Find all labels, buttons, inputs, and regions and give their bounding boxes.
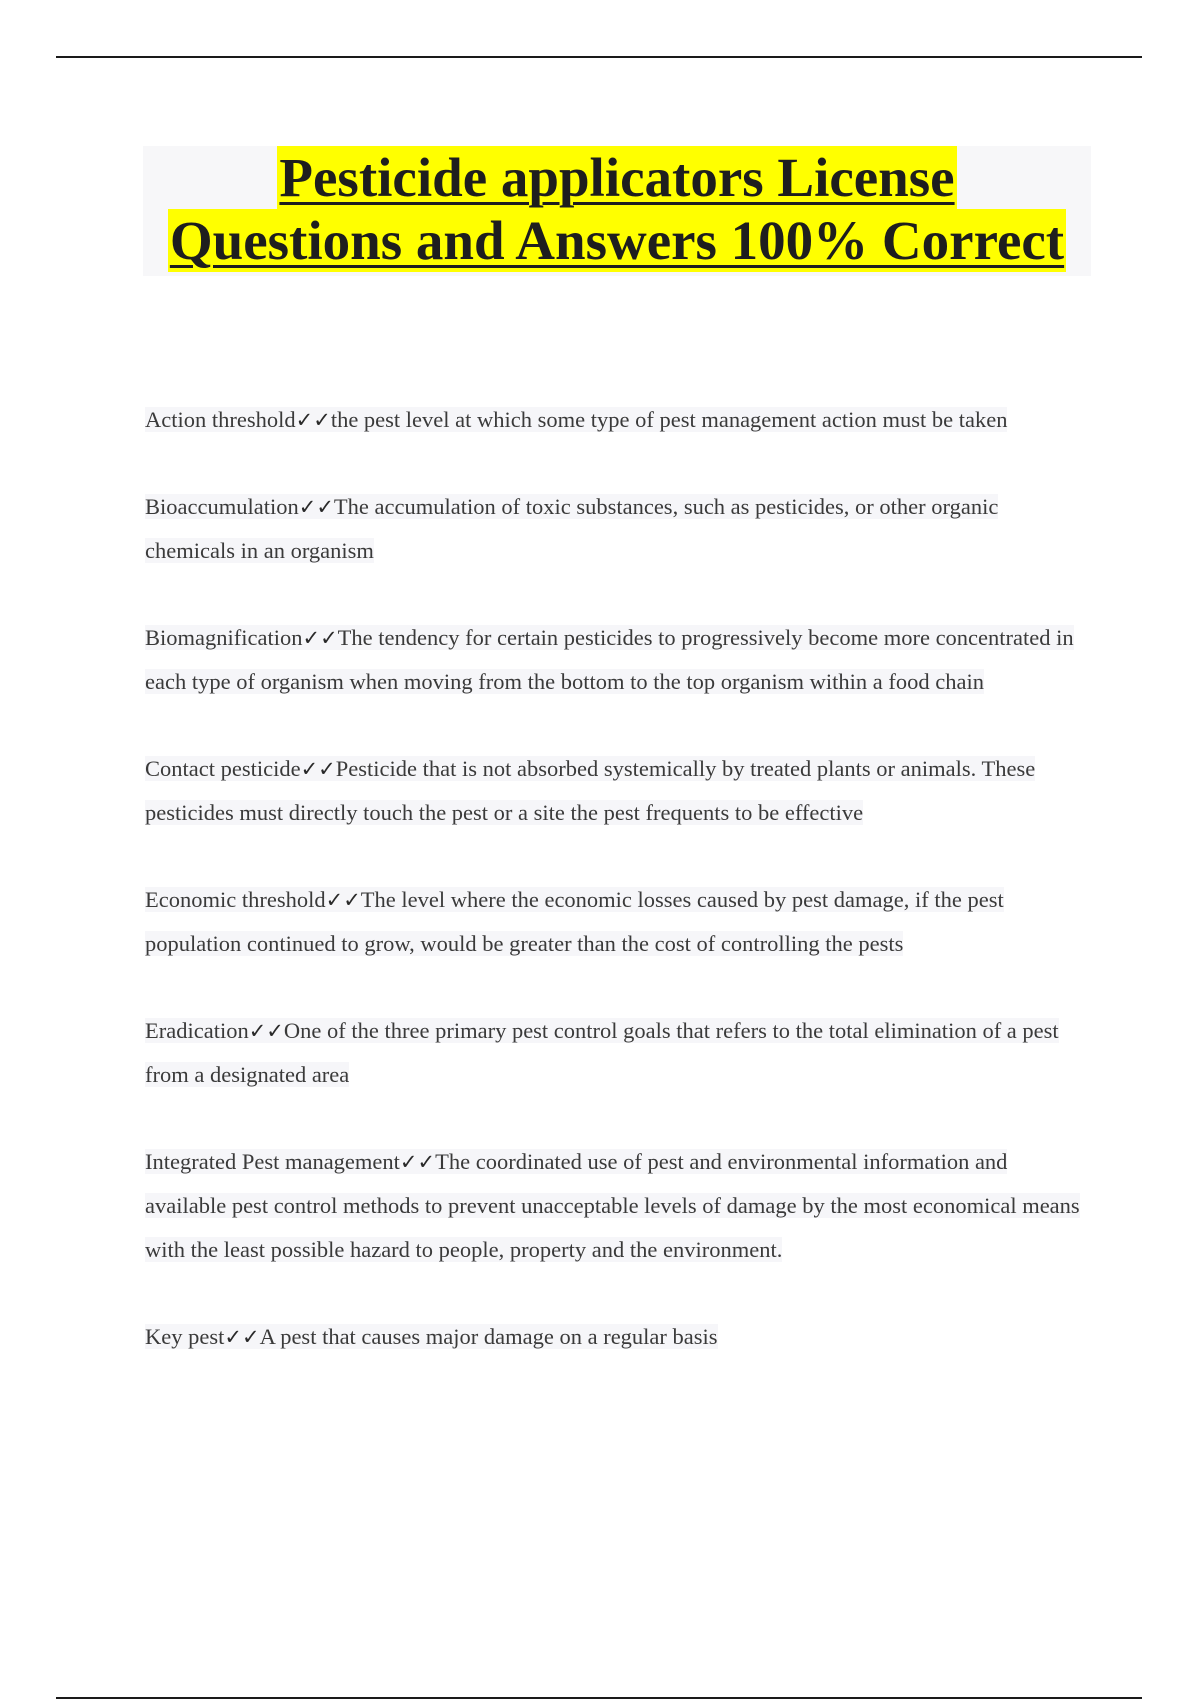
entry-definition: The level where the economic losses caused by pest damage, if the pest population continued to grow, would be greater than the cost of controlling the pests (145, 887, 1004, 956)
list-item (145, 1140, 1085, 1272)
list-item (145, 747, 1085, 835)
entry-term: Integrated Pest management (145, 1149, 400, 1174)
entry-definition: One of the three primary pest control goals that refers to the total elimination of a pest from a designated area (145, 1018, 1059, 1087)
entry-term: Biomagnification (145, 625, 303, 650)
list-item (145, 1009, 1085, 1097)
entry-definition: A pest that causes major damage on a regular basis (259, 1324, 718, 1349)
title-line-1: Pesticide applicators License (279, 147, 955, 208)
entry-term: Key pest (145, 1324, 225, 1349)
definition-list (145, 398, 1085, 1402)
checkmark-icon: ✓✓ (325, 888, 361, 912)
top-rule (56, 56, 1142, 58)
list-item (145, 1315, 1085, 1359)
checkmark-icon: ✓✓ (224, 1325, 260, 1349)
entry-term: Contact pesticide (145, 756, 301, 781)
entry-definition: The accumulation of toxic substances, such as pesticides, or other organic chemicals in an organism (145, 494, 999, 563)
title-line-2: Questions and Answers 100% Correct (169, 210, 1065, 271)
entry-definition: the pest level at which some type of pest management action must be taken (330, 407, 1008, 432)
bottom-rule (56, 1697, 1142, 1699)
entry-definition: The tendency for certain pesticides to progressively become more concentrated in each type of organism when moving from the bottom to the top organism within a food chain (145, 625, 1074, 694)
entry-definition: Pesticide that is not absorbed systemically by treated plants or animals. These pesticides must directly touch the pest or a site the pest frequents to be effective (145, 756, 1036, 825)
checkmark-icon: ✓✓ (399, 1150, 436, 1174)
entry-term: Economic threshold (145, 887, 326, 912)
list-item (145, 398, 1085, 442)
list-item (145, 616, 1085, 704)
entry-term: Bioaccumulation (145, 494, 299, 519)
entry-term: Eradication (145, 1018, 249, 1043)
entry-definition: The coordinated use of pest and environmental information and available pest control methods to prevent unacceptable levels of damage by the most economical means with the least possible hazard to people, property and the environment. (145, 1149, 1080, 1262)
document-title (143, 146, 1091, 276)
checkmark-icon: ✓✓ (300, 757, 336, 781)
list-item (145, 878, 1085, 966)
checkmark-icon: ✓✓ (248, 1019, 284, 1043)
checkmark-icon: ✓✓ (295, 408, 331, 432)
checkmark-icon: ✓✓ (298, 495, 334, 519)
entry-term: Action threshold (145, 407, 296, 432)
checkmark-icon: ✓✓ (302, 626, 338, 650)
list-item (145, 485, 1085, 573)
